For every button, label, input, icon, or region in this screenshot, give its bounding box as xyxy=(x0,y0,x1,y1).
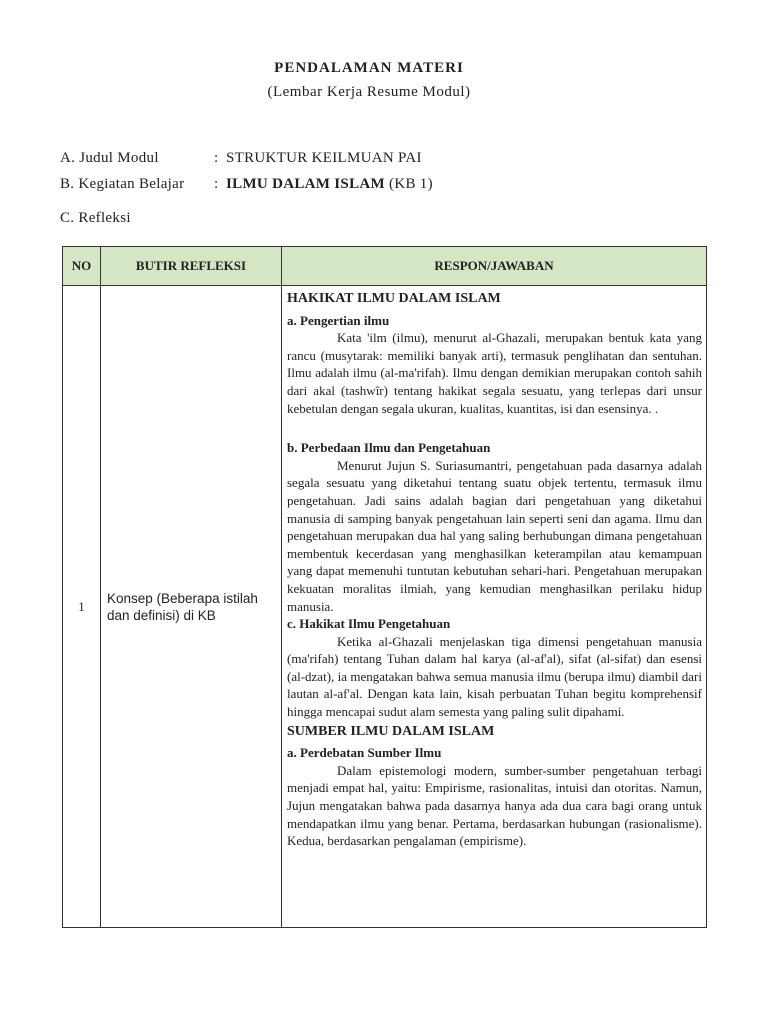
judul-modul-label: A. Judul Modul xyxy=(60,150,159,166)
refleksi-label: C. Refleksi xyxy=(60,210,131,226)
refleksi-table xyxy=(62,246,707,928)
row-number: 1 xyxy=(63,286,101,928)
judul-modul-row xyxy=(60,150,422,167)
subsection-title-pengertian: a. Pengertian ilmu xyxy=(287,312,390,328)
kegiatan-belajar-kb: (KB 1) xyxy=(384,176,433,192)
table-row xyxy=(63,286,707,928)
section-title-hakikat: HAKIKAT ILMU DALAM ISLAM xyxy=(287,291,501,306)
respon-content xyxy=(287,290,702,850)
table-header-row xyxy=(63,247,707,286)
colon: : xyxy=(214,176,219,192)
document-title: PENDALAMAN MATERI xyxy=(274,60,464,76)
paragraph-perdebatan: Dalam epistemologi modern, sumber-sumber pengetahuan terbagi menjadi empat hal, yaitu: Empirisme, rasionalitas, intuisi dan otoritas. Namun, Jujun mengatakan bahwa pada dasarnya hanya ada dua cara bagi orang untuk mendapatkan ilmu yang benar. Pertama, berdasarkan hubungan (rasionalisme). Kedua, berdasarkan pengalaman (empirisme). xyxy=(287,762,702,849)
paragraph-pengertian: Kata 'ilm (ilmu), menurut al-Ghazali, merupakan bentuk kata yang rancu (musytarak: memiliki banyak arti), termasuk penglihatan dan sentuhan. Ilmu adalah ilmu (al-ma'rifah). Ilmu dengan demikian merupakan contoh sahih dari akal (tashwîr) tentang hakikat segala sesuatu, yang terlepas dari unsur kebetulan dengan segala ukuran, kualitas, kuantitas, isi dan esensinya. . xyxy=(287,330,702,416)
subsection-title-perdebatan: a. Perdebatan Sumber Ilmu xyxy=(287,745,442,761)
document-subtitle: (Lembar Kerja Resume Modul) xyxy=(267,84,471,100)
kegiatan-belajar-row xyxy=(60,176,433,193)
header-no: NO xyxy=(63,247,101,286)
header-respon-jawaban: RESPON/JAWABAN xyxy=(282,247,707,286)
judul-modul-value: STRUKTUR KEILMUAN PAI xyxy=(226,150,422,166)
paragraph-perbedaan: Menurut Jujun S. Suriasumantri, pengetahuan pada dasarnya adalah segala sesuatu yang diketahui tentang suatu objek tertentu, termasuk ilmu pengetahuan. Jadi sains adalah bagian dari pengetahuan yang diketahui manusia di samping banyak pengetahuan lain seperti seni dan agama. Ilmu dan pengetahuan merupakan dua hal yang saling berhubungan dimana pengetahuan membentuk kecerdasan yang menghasilkan keterampilan atau kemampuan yang dapat memenuhi tuntutan kebutuhan sehari-hari. Pengetahuan merupakan kekuatan moralitas ilmiah, yang kemudian menghasilkan perilaku hidup manusia. xyxy=(287,457,702,614)
subsection-title-hakikat-ilmu: c. Hakikat Ilmu Pengetahuan xyxy=(287,616,451,632)
subsection-title-perbedaan: b. Perbedaan Ilmu dan Pengetahuan xyxy=(287,440,491,456)
section-title-sumber: SUMBER ILMU DALAM ISLAM xyxy=(287,723,495,739)
colon: : xyxy=(214,150,219,166)
butir-refleksi-cell: Konsep (Beberapa istilah dan definisi) di KB xyxy=(101,286,282,928)
kegiatan-belajar-value: ILMU DALAM ISLAM xyxy=(226,176,385,192)
header-butir-refleksi: BUTIR REFLEKSI xyxy=(101,247,282,286)
respon-cell xyxy=(282,286,707,928)
kegiatan-belajar-label: B. Kegiatan Belajar xyxy=(60,176,185,192)
paragraph-hakikat-ilmu: Ketika al-Ghazali menjelaskan tiga dimensi pengetahuan manusia (ma'rifah) tentang Tuhan dalam hal karya (al-af'al), sifat (al-sifat) dan esensi (al-dzat), ia mengatakan bahwa semua manusia ilmu (berupa ilmu) diambil dari lautan al-af'al. Dengan kata lain, kisah perbuatan Tuhan begitu komprehensif hingga mencapai sudut alam semesta yang paling sulit dipahami. xyxy=(287,633,702,720)
